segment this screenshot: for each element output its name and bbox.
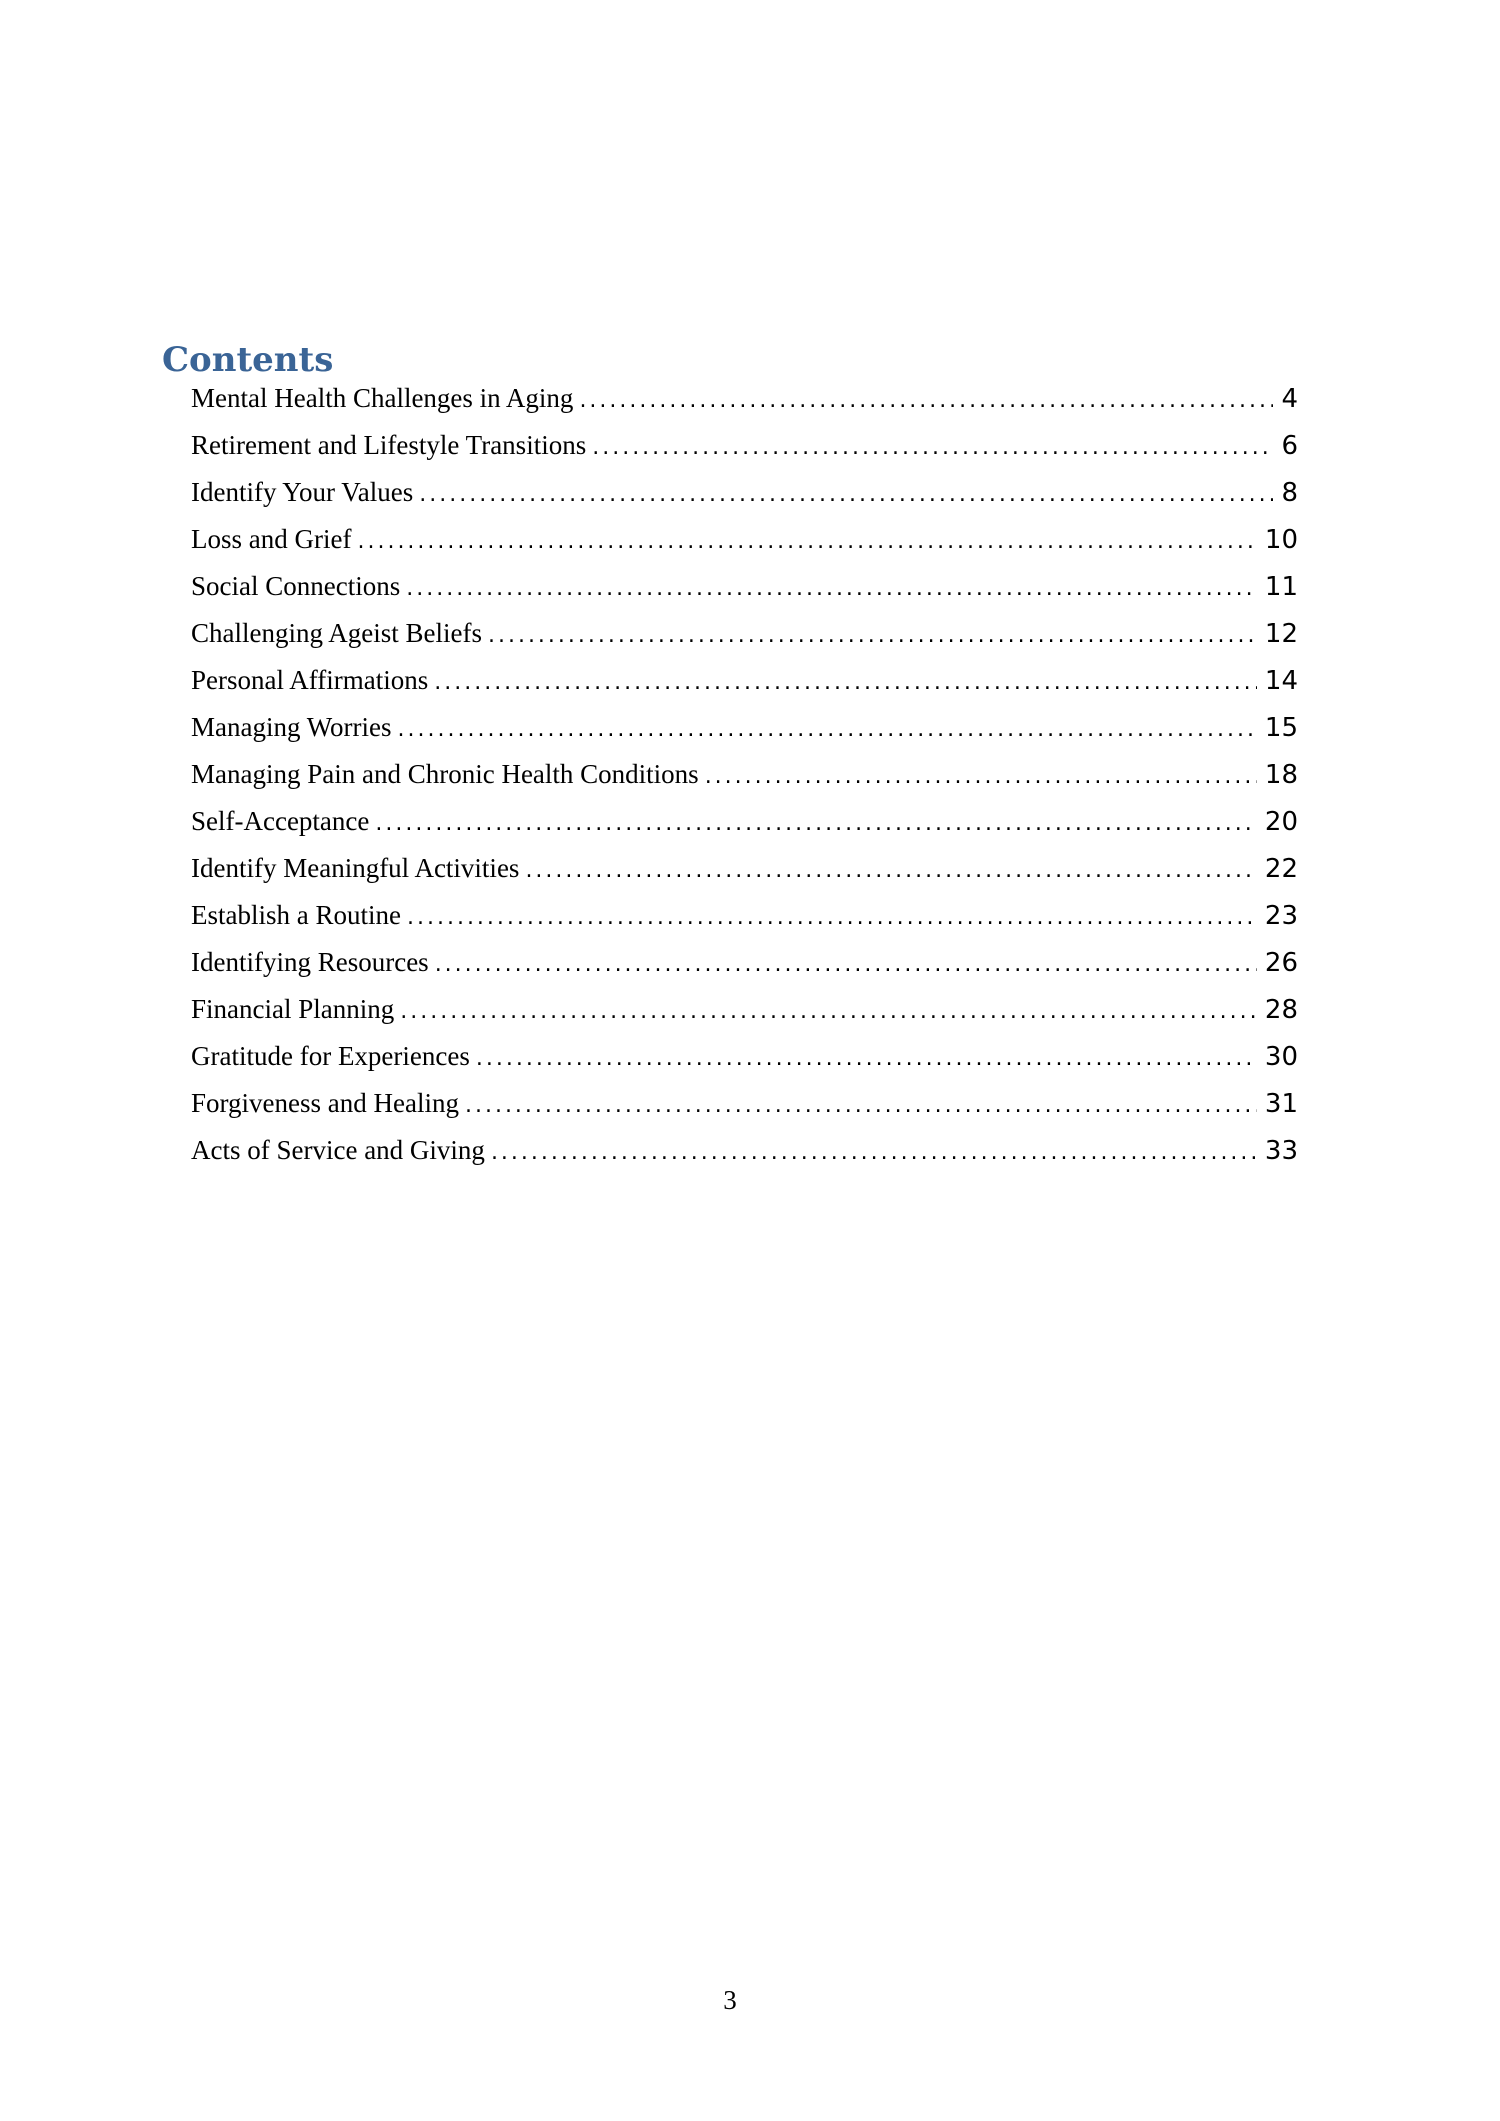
toc-dot-leader xyxy=(419,482,1273,507)
toc-entry[interactable] xyxy=(191,900,1298,947)
toc-entry[interactable] xyxy=(191,1135,1298,1182)
toc-entry-page: 22 xyxy=(1264,854,1298,884)
toc-dot-leader xyxy=(400,999,1257,1024)
toc-entry-title: Managing Worries xyxy=(191,712,392,742)
toc-entry[interactable] xyxy=(191,618,1298,665)
toc-entry-page: 18 xyxy=(1264,760,1298,790)
toc-entry[interactable] xyxy=(191,759,1298,806)
toc-entry-page: 15 xyxy=(1264,713,1298,743)
toc-entry-title: Identify Meaningful Activities xyxy=(191,853,520,883)
toc-entry-title: Identifying Resources xyxy=(191,947,429,977)
toc-entry-page: 30 xyxy=(1264,1042,1298,1072)
toc-entry-page: 33 xyxy=(1264,1136,1298,1166)
toc-entry[interactable] xyxy=(191,1041,1298,1088)
toc-entry-title: Identify Your Values xyxy=(191,477,414,507)
toc-entry[interactable] xyxy=(191,947,1298,994)
toc-entry-page: 11 xyxy=(1264,572,1298,602)
toc-dot-leader xyxy=(406,576,1257,601)
toc-entry[interactable] xyxy=(191,1088,1298,1135)
toc-entry[interactable] xyxy=(191,994,1298,1041)
toc-entry[interactable] xyxy=(191,571,1298,618)
toc-dot-leader xyxy=(705,764,1257,789)
toc-entry-title: Personal Affirmations xyxy=(191,665,429,695)
toc-entry-title: Loss and Grief xyxy=(191,524,352,554)
toc-dot-leader xyxy=(465,1093,1257,1118)
toc-entry-page: 23 xyxy=(1264,901,1298,931)
toc-entry-title: Financial Planning xyxy=(191,994,395,1024)
toc-dot-leader xyxy=(579,388,1273,413)
toc-entry-title: Retirement and Lifestyle Transitions xyxy=(191,430,587,460)
toc-dot-leader xyxy=(398,717,1257,742)
toc-list xyxy=(191,383,1298,1182)
toc-entry-page: 20 xyxy=(1264,807,1298,837)
page-number: 3 xyxy=(723,1985,737,2015)
toc-dot-leader xyxy=(491,1140,1257,1165)
toc-entry[interactable] xyxy=(191,477,1298,524)
toc-entry-page: 4 xyxy=(1281,384,1298,414)
toc-entry-title: Managing Pain and Chronic Health Conditions xyxy=(191,759,699,789)
toc-entry-title: Challenging Ageist Beliefs xyxy=(191,618,482,648)
toc-entry-page: 8 xyxy=(1281,478,1298,508)
toc-entry[interactable] xyxy=(191,853,1298,900)
toc-entry-title: Acts of Service and Giving xyxy=(191,1135,485,1165)
toc-heading: Contents xyxy=(162,340,334,380)
toc-dot-leader xyxy=(525,858,1256,883)
toc-entry[interactable] xyxy=(191,665,1298,712)
toc-entry-page: 14 xyxy=(1264,666,1298,696)
toc-entry-page: 10 xyxy=(1264,525,1298,555)
toc-dot-leader xyxy=(357,529,1256,554)
toc-entry[interactable] xyxy=(191,806,1298,853)
toc-dot-leader xyxy=(592,435,1273,460)
toc-entry-page: 6 xyxy=(1281,431,1298,461)
toc-dot-leader xyxy=(434,670,1257,695)
toc-entry-title: Forgiveness and Healing xyxy=(191,1088,459,1118)
toc-dot-leader xyxy=(476,1046,1257,1071)
toc-dot-leader xyxy=(407,905,1257,930)
toc-entry[interactable] xyxy=(191,430,1298,477)
toc-entry[interactable] xyxy=(191,383,1298,430)
toc-entry-page: 28 xyxy=(1264,995,1298,1025)
toc-entry[interactable] xyxy=(191,524,1298,571)
toc-entry-title: Self-Acceptance xyxy=(191,806,370,836)
toc-entry[interactable] xyxy=(191,712,1298,759)
toc-entry-page: 31 xyxy=(1264,1089,1298,1119)
toc-entry-title: Social Connections xyxy=(191,571,401,601)
toc-dot-leader xyxy=(375,811,1257,836)
toc-entry-page: 26 xyxy=(1264,948,1298,978)
toc-entry-title: Gratitude for Experiences xyxy=(191,1041,470,1071)
toc-entry-title: Mental Health Challenges in Aging xyxy=(191,383,574,413)
toc-dot-leader xyxy=(435,952,1257,977)
toc-dot-leader xyxy=(488,623,1257,648)
toc-entry-page: 12 xyxy=(1264,619,1298,649)
toc-entry-title: Establish a Routine xyxy=(191,900,401,930)
